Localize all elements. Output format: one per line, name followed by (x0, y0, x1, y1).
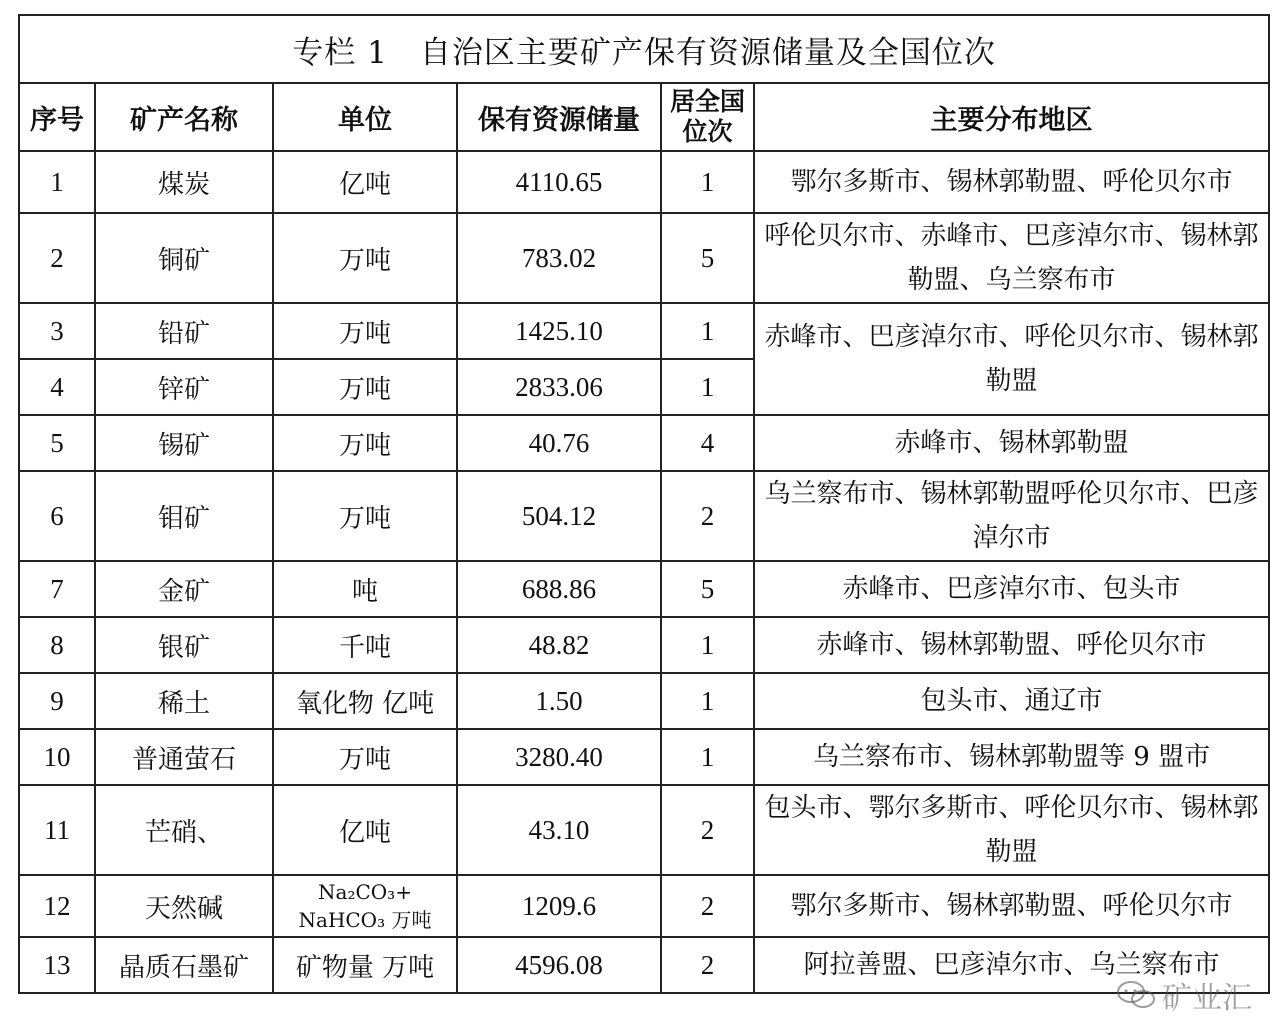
row-rank: 1 (661, 303, 754, 359)
row-reserve: 3280.40 (457, 729, 661, 785)
table-row (19, 561, 1269, 617)
row-rank: 2 (661, 471, 754, 561)
header-seq: 序号 (19, 83, 95, 151)
header-reserve: 保有资源储量 (457, 83, 661, 151)
row-rank: 1 (661, 359, 754, 415)
row-seq: 5 (19, 415, 95, 471)
row-reserve: 48.82 (457, 617, 661, 673)
row-rank: 5 (661, 213, 754, 303)
row-rank: 4 (661, 415, 754, 471)
row-unit: 万吨 (273, 471, 457, 561)
row-seq: 2 (19, 213, 95, 303)
table-row (19, 415, 1269, 471)
header-name: 矿产名称 (95, 83, 273, 151)
row-reserve: 2833.06 (457, 359, 661, 415)
row-reserve: 783.02 (457, 213, 661, 303)
row-seq: 10 (19, 729, 95, 785)
row-reserve: 1425.10 (457, 303, 661, 359)
row-region: 鄂尔多斯市、锡林郭勒盟、呼伦贝尔市 (754, 875, 1269, 937)
row-rank: 1 (661, 673, 754, 729)
row-region: 鄂尔多斯市、锡林郭勒盟、呼伦贝尔市 (754, 151, 1269, 213)
row-unit: 千吨 (273, 617, 457, 673)
row-unit: 氧化物 亿吨 (273, 673, 457, 729)
row-region: 赤峰市、巴彦淖尔市、呼伦贝尔市、锡林郭勒盟 (754, 303, 1269, 415)
document-table-container (18, 14, 1268, 994)
row-reserve: 688.86 (457, 561, 661, 617)
row-region: 赤峰市、巴彦淖尔市、包头市 (754, 561, 1269, 617)
table-title: 专栏 1 自治区主要矿产保有资源储量及全国位次 (19, 15, 1269, 83)
row-reserve: 1.50 (457, 673, 661, 729)
row-reserve: 504.12 (457, 471, 661, 561)
row-unit: Na₂CO₃+ NaHCO₃ 万吨 (273, 875, 457, 937)
row-region: 赤峰市、锡林郭勒盟 (754, 415, 1269, 471)
row-seq: 9 (19, 673, 95, 729)
header-unit: 单位 (273, 83, 457, 151)
row-seq: 4 (19, 359, 95, 415)
table-row (19, 617, 1269, 673)
row-region: 呼伦贝尔市、赤峰市、巴彦淖尔市、锡林郭勒盟、乌兰察布市 (754, 213, 1269, 303)
watermark (1116, 973, 1252, 1017)
row-rank: 1 (661, 729, 754, 785)
row-rank: 2 (661, 937, 754, 993)
row-seq: 6 (19, 471, 95, 561)
row-unit: 万吨 (273, 415, 457, 471)
watermark-text: 矿业汇 (1162, 981, 1252, 1016)
row-region: 乌兰察布市、锡林郭勒盟等 9 盟市 (754, 729, 1269, 785)
row-region: 包头市、通辽市 (754, 673, 1269, 729)
row-reserve: 4596.08 (457, 937, 661, 993)
row-name: 铜矿 (95, 213, 273, 303)
table-row (19, 937, 1269, 993)
table-row (19, 673, 1269, 729)
row-name: 锌矿 (95, 359, 273, 415)
table-row (19, 303, 1269, 359)
row-unit: 万吨 (273, 729, 457, 785)
row-rank: 2 (661, 875, 754, 937)
row-name: 银矿 (95, 617, 273, 673)
row-name: 天然碱 (95, 875, 273, 937)
header-rank: 居全国位次 (661, 83, 754, 151)
row-unit: 亿吨 (273, 151, 457, 213)
row-unit: 亿吨 (273, 785, 457, 875)
row-region: 阿拉善盟、巴彦淖尔市、乌兰察布市 (754, 937, 1269, 993)
row-reserve: 43.10 (457, 785, 661, 875)
row-reserve: 40.76 (457, 415, 661, 471)
row-name: 锡矿 (95, 415, 273, 471)
row-seq: 1 (19, 151, 95, 213)
row-seq: 3 (19, 303, 95, 359)
row-name: 铅矿 (95, 303, 273, 359)
table-row (19, 151, 1269, 213)
row-name: 钼矿 (95, 471, 273, 561)
table-row (19, 875, 1269, 937)
row-unit: 矿物量 万吨 (273, 937, 457, 993)
row-unit: 万吨 (273, 303, 457, 359)
table-row (19, 471, 1269, 561)
row-name: 晶质石墨矿 (95, 937, 273, 993)
row-region: 赤峰市、锡林郭勒盟、呼伦贝尔市 (754, 617, 1269, 673)
row-name: 普通萤石 (95, 729, 273, 785)
row-name: 芒硝、 (95, 785, 273, 875)
row-name: 稀土 (95, 673, 273, 729)
header-row (19, 83, 1269, 151)
row-region: 包头市、鄂尔多斯市、呼伦贝尔市、锡林郭勒盟 (754, 785, 1269, 875)
row-seq: 8 (19, 617, 95, 673)
row-seq: 12 (19, 875, 95, 937)
row-seq: 7 (19, 561, 95, 617)
row-name: 煤炭 (95, 151, 273, 213)
row-reserve: 1209.6 (457, 875, 661, 937)
row-unit: 吨 (273, 561, 457, 617)
row-rank: 1 (661, 617, 754, 673)
row-unit: 万吨 (273, 213, 457, 303)
row-rank: 5 (661, 561, 754, 617)
row-name: 金矿 (95, 561, 273, 617)
row-reserve: 4110.65 (457, 151, 661, 213)
wechat-icon (1116, 980, 1156, 1010)
row-seq: 13 (19, 937, 95, 993)
row-rank: 2 (661, 785, 754, 875)
table-row (19, 729, 1269, 785)
table-row (19, 213, 1269, 303)
header-region: 主要分布地区 (754, 83, 1269, 151)
row-unit: 万吨 (273, 359, 457, 415)
row-region: 乌兰察布市、锡林郭勒盟呼伦贝尔市、巴彦淖尔市 (754, 471, 1269, 561)
row-seq: 11 (19, 785, 95, 875)
row-rank: 1 (661, 151, 754, 213)
mineral-reserves-table (18, 14, 1270, 994)
table-row (19, 785, 1269, 875)
